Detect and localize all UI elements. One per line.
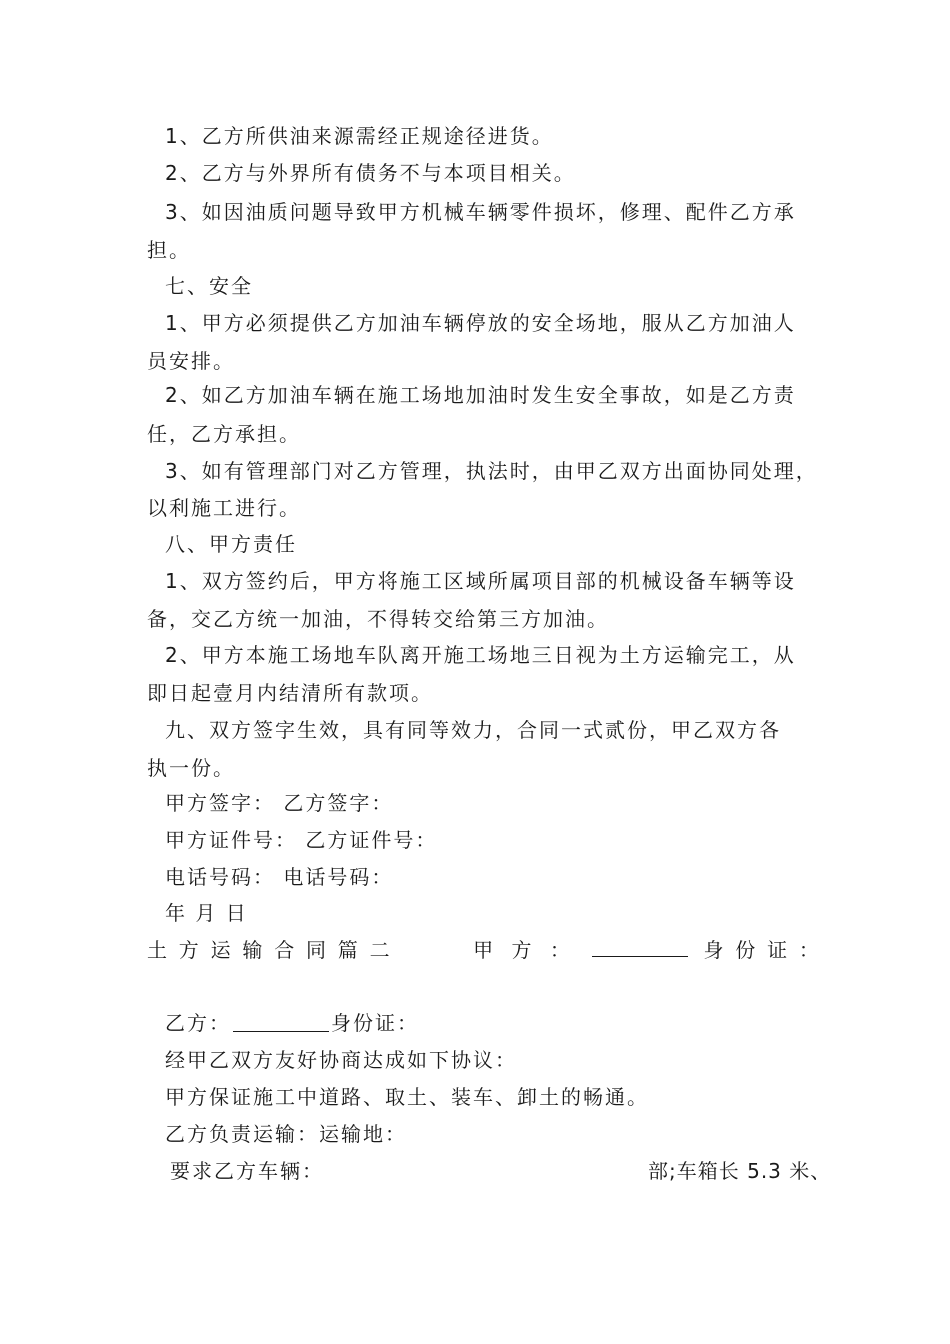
text-line: 员安排。 — [147, 349, 235, 373]
party-b-id-label: 身份证： — [331, 1011, 419, 1035]
id-number-line: 甲方证件号： 乙方证件号： — [165, 828, 438, 852]
date-line: 年 月 日 — [165, 901, 248, 925]
party-a-blank — [592, 936, 688, 957]
title-char: 二 — [369, 938, 390, 962]
vehicle-requirement-left: 要求乙方车辆： — [170, 1159, 324, 1183]
party-b-label: 乙方： — [165, 1011, 231, 1035]
id-label-char: 份 — [735, 938, 756, 962]
title-char: 运 — [210, 938, 231, 962]
title-char: 同 — [305, 938, 326, 962]
text-line: 九、双方签字生效，具有同等效力，合同一式贰份，甲乙双方各 — [165, 718, 781, 742]
party-b-line — [165, 1010, 419, 1036]
text-line: 1、双方签约后，甲方将施工区域所属项目部的机械设备车辆等设 — [165, 569, 796, 593]
text-line: 2、乙方与外界所有债务不与本项目相关。 — [165, 161, 576, 185]
text-line: 乙方负责运输：运输地： — [165, 1122, 407, 1146]
title-char: 方 — [178, 938, 199, 962]
signature-line: 甲方签字： 乙方签字： — [165, 791, 394, 815]
text-line: 2、如乙方加油车辆在施工场地加油时发生安全事故，如是乙方责 — [165, 383, 796, 407]
section-heading: 七、安全 — [165, 274, 253, 298]
title-char: 输 — [242, 938, 263, 962]
text-line: 担。 — [147, 238, 191, 262]
section-heading: 八、甲方责任 — [165, 532, 297, 556]
vehicle-requirement-right: 部;车箱长 5.3 米、 — [648, 1159, 832, 1183]
text-line: 以利施工进行。 — [147, 496, 301, 520]
party-b-blank — [233, 1011, 329, 1032]
text-line: 3、如因油质问题导致甲方机械车辆零件损坏，修理、配件乙方承 — [165, 200, 796, 224]
title-char: 合 — [274, 938, 295, 962]
text-line: 1、乙方所供油来源需经正规途径进货。 — [165, 124, 554, 148]
contract-heading-line — [147, 936, 819, 962]
party-a-label: 甲 方 ： — [473, 938, 576, 962]
text-line: 3、如有管理部门对乙方管理，执法时，由甲乙双方出面协同处理， — [165, 459, 818, 483]
text-line: 经甲乙双方友好协商达成如下协议： — [165, 1048, 517, 1072]
text-line: 甲方保证施工中道路、取土、装车、卸土的畅通。 — [165, 1085, 649, 1109]
id-label-char: 证 — [767, 938, 788, 962]
phone-line: 电话号码： 电话号码： — [165, 865, 394, 889]
title-char: 土 — [147, 938, 167, 962]
text-line: 备，交乙方统一加油，不得转交给第三方加油。 — [147, 607, 609, 631]
id-label-char: 身 — [703, 938, 724, 962]
id-label-char: ： — [798, 938, 819, 962]
text-line: 执一份。 — [147, 756, 235, 780]
title-char: 篇 — [337, 938, 358, 962]
text-line: 即日起壹月内结清所有款项。 — [147, 681, 433, 705]
text-line: 任，乙方承担。 — [147, 422, 301, 446]
text-line: 2、甲方本施工场地车队离开施工场地三日视为土方运输完工，从 — [165, 643, 796, 667]
text-line: 1、甲方必须提供乙方加油车辆停放的安全场地，服从乙方加油人 — [165, 311, 796, 335]
